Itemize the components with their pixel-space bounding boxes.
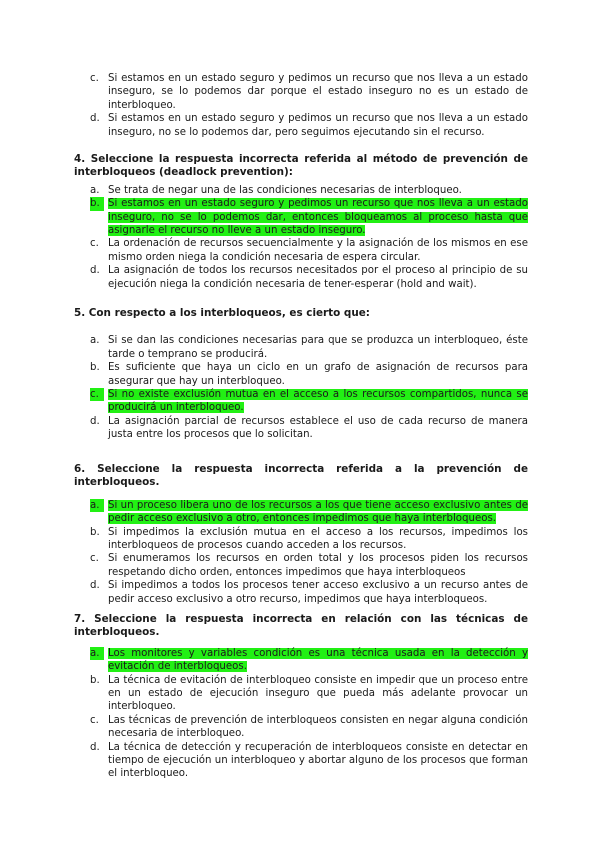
option-item bbox=[74, 237, 528, 264]
option-text: La ordenación de recursos secuencialmente y la asignación de los mismos en ese mismo orden niega la condición necesaria de espera circular. bbox=[108, 238, 528, 263]
option-item bbox=[74, 552, 528, 579]
option-item bbox=[74, 112, 528, 139]
option-text: Si impedimos la exclusión mutua en el acceso a los recursos, impedimos los interbloqueos de procesos cuando acceden a los recursos. bbox=[108, 526, 528, 552]
option-letter: b. bbox=[90, 362, 100, 374]
option-letter: c. bbox=[90, 238, 99, 250]
option-item bbox=[74, 741, 528, 781]
option-letter: c. bbox=[90, 714, 99, 726]
option-list bbox=[74, 334, 528, 441]
option-list bbox=[74, 72, 528, 139]
option-letter: a. bbox=[90, 499, 104, 512]
question-7 bbox=[74, 613, 528, 781]
option-text: Si estamos en un estado seguro y pedimos un recurso que nos lleva a un estado inseguro, no se lo podemos dar, pero seguimos ejecutando sin el recurso. bbox=[108, 113, 528, 138]
option-text: La asignación parcial de recursos establece el uso de cada recurso de manera justa entre los procesos que lo solicitan. bbox=[108, 415, 528, 441]
option-text: Si no existe exclusión mutua en el acceso a los recursos compartidos, nunca se producirá un interbloqueo. bbox=[108, 389, 528, 414]
option-letter: c. bbox=[90, 553, 99, 565]
prev-question-options bbox=[74, 72, 528, 139]
option-list bbox=[74, 184, 528, 291]
option-letter: a. bbox=[90, 184, 100, 196]
option-item bbox=[74, 415, 528, 442]
option-letter: b. bbox=[90, 526, 100, 538]
option-text: Es suficiente que haya un ciclo en un grafo de asignación de recursos para asegurar que hay un interbloqueo. bbox=[108, 362, 528, 387]
option-text: Si estamos en un estado seguro y pedimos un recurso que nos lleva a un estado inseguro, se lo podemos dar porque el estado inseguro no es un estado de interbloqueo. bbox=[108, 73, 528, 111]
option-item bbox=[74, 647, 528, 674]
option-item bbox=[74, 264, 528, 291]
question-5 bbox=[74, 307, 528, 442]
option-letter: d. bbox=[90, 580, 100, 592]
option-item bbox=[74, 674, 528, 714]
option-text: Si impedimos a todos los procesos tener acceso exclusivo a un recurso antes de pedir acceso exclusivo a otro recurso, impedimos que haya interbloqueos. bbox=[108, 580, 528, 605]
option-text: La técnica de detección y recuperación de interbloqueos consiste en detectar en tiempo de ejecución un interbloqueo y abortar alguno de los procesos que forman el interbloqueo. bbox=[108, 741, 528, 780]
option-text: Si estamos en un estado seguro y pedimos un recurso que nos lleva a un estado inseguro, no se lo podemos dar, entonces bloqueamos al proceso hasta que asignarle el recurso no lleve a un estado inseguro. bbox=[108, 198, 528, 237]
option-item bbox=[74, 388, 528, 415]
option-text: La asignación de todos los recursos necesitados por el proceso al principio de su ejecución niega la condición necesaria de tener-esperar (hold and wait). bbox=[108, 265, 528, 290]
option-letter: b. bbox=[90, 674, 100, 686]
option-text: Si un proceso libera uno de los recursos a los que tiene acceso exclusivo antes de pedir acceso exclusivo a otro, entonces impedimos que haya interbloqueos. bbox=[108, 499, 528, 525]
option-item bbox=[74, 499, 528, 526]
option-item bbox=[74, 579, 528, 606]
question-title: 4. Seleccione la respuesta incorrecta referida al método de prevención de interbloqueos (deadlock prevention): bbox=[74, 153, 528, 179]
option-text: Las técnicas de prevención de interbloqueos consisten en negar alguna condición necesaria de interbloqueo. bbox=[108, 714, 528, 740]
question-title: 7. Seleccione la respuesta incorrecta en relación con las técnicas de interbloqueos. bbox=[74, 613, 528, 639]
option-letter: d. bbox=[90, 741, 100, 753]
option-text: Los monitores y variables condición es una técnica usada en la detección y evitación de interbloqueos. bbox=[108, 647, 528, 673]
option-item bbox=[74, 714, 528, 741]
option-list bbox=[74, 647, 528, 781]
question-4 bbox=[74, 153, 528, 291]
option-letter: a. bbox=[90, 647, 104, 660]
option-item bbox=[74, 361, 528, 388]
option-text: Si enumeramos los recursos en orden total y los procesos piden los recursos respetando dicho orden, entonces impedimos que haya interbloqueos bbox=[108, 553, 528, 578]
option-letter: c. bbox=[90, 73, 99, 84]
option-letter: b. bbox=[90, 197, 104, 210]
option-text: Si se dan las condiciones necesarias para que se produzca un interbloqueo, éste tarde o temprano se producirá. bbox=[108, 335, 528, 360]
option-list bbox=[74, 499, 528, 606]
option-text: La técnica de evitación de interbloqueo consiste en impedir que un proceso entre en un estado de ejecución inseguro que pueda más adelante provocar un interbloqueo. bbox=[108, 674, 528, 713]
option-item bbox=[74, 197, 528, 237]
option-letter: d. bbox=[90, 415, 100, 427]
question-title: 6. Seleccione la respuesta incorrecta referida a la prevención de interbloqueos. bbox=[74, 463, 528, 489]
option-letter: d. bbox=[90, 265, 100, 277]
question-title: 5. Con respecto a los interbloqueos, es cierto que: bbox=[74, 307, 370, 319]
option-item bbox=[74, 526, 528, 553]
option-text: Se trata de negar una de las condiciones necesarias de interbloqueo. bbox=[108, 184, 462, 196]
option-letter: c. bbox=[90, 388, 104, 401]
option-item bbox=[74, 72, 528, 112]
question-6 bbox=[74, 463, 528, 606]
option-letter: a. bbox=[90, 335, 100, 347]
option-item bbox=[74, 184, 528, 197]
option-item bbox=[74, 334, 528, 361]
option-letter: d. bbox=[90, 113, 100, 125]
